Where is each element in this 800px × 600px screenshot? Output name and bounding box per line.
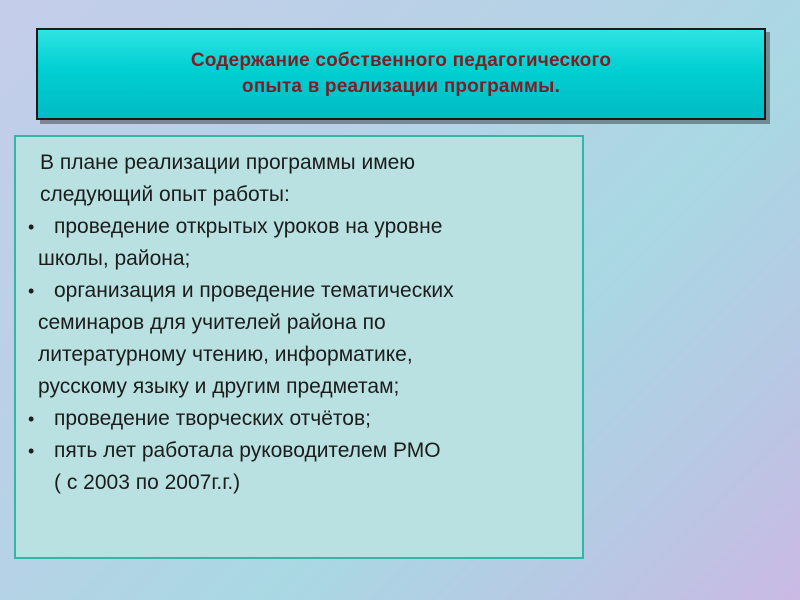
list-item-text: семинаров для учителей района по: [38, 311, 386, 334]
list-item-text: организация и проведение тематических: [54, 279, 454, 302]
bullet-icon: •: [28, 281, 35, 301]
slide-title-box: [36, 28, 766, 120]
list-item-text: проведение открытых уроков на уровне: [54, 215, 443, 238]
intro-line: [16, 179, 584, 211]
list-item-continuation: [16, 243, 584, 275]
list-item-continuation: [16, 371, 584, 403]
slide-title-line-2: опыта в реализации программы.: [241, 76, 561, 97]
list-item-continuation: [16, 307, 584, 339]
list-item-continuation: [16, 467, 584, 499]
list-item-text: ( с 2003 по 2007г.г.): [54, 471, 241, 494]
intro-line: [16, 147, 584, 179]
content-text: [16, 147, 584, 499]
list-item-text: школы, района;: [38, 247, 191, 270]
list-item-text: литературному чтению, информатике,: [38, 343, 413, 366]
bullet-icon: •: [28, 441, 35, 461]
bullet-icon: •: [28, 409, 35, 429]
slide-title-line-1: Содержание собственного педагогического: [190, 50, 612, 71]
list-item: [16, 275, 584, 307]
list-item: [16, 403, 584, 435]
list-item-text: проведение творческих отчётов;: [54, 407, 371, 430]
list-item-text: пять лет работала руководителем РМО: [54, 439, 441, 462]
list-item: [16, 211, 584, 243]
intro-text-2: следующий опыт работы:: [40, 183, 290, 206]
list-item: [16, 435, 584, 467]
content-box: [14, 135, 584, 559]
list-item-text: русскому языку и другим предметам;: [38, 375, 400, 398]
list-item-continuation: [16, 339, 584, 371]
intro-text-1: В плане реализации программы имею: [40, 151, 416, 174]
bullet-icon: •: [28, 217, 35, 237]
